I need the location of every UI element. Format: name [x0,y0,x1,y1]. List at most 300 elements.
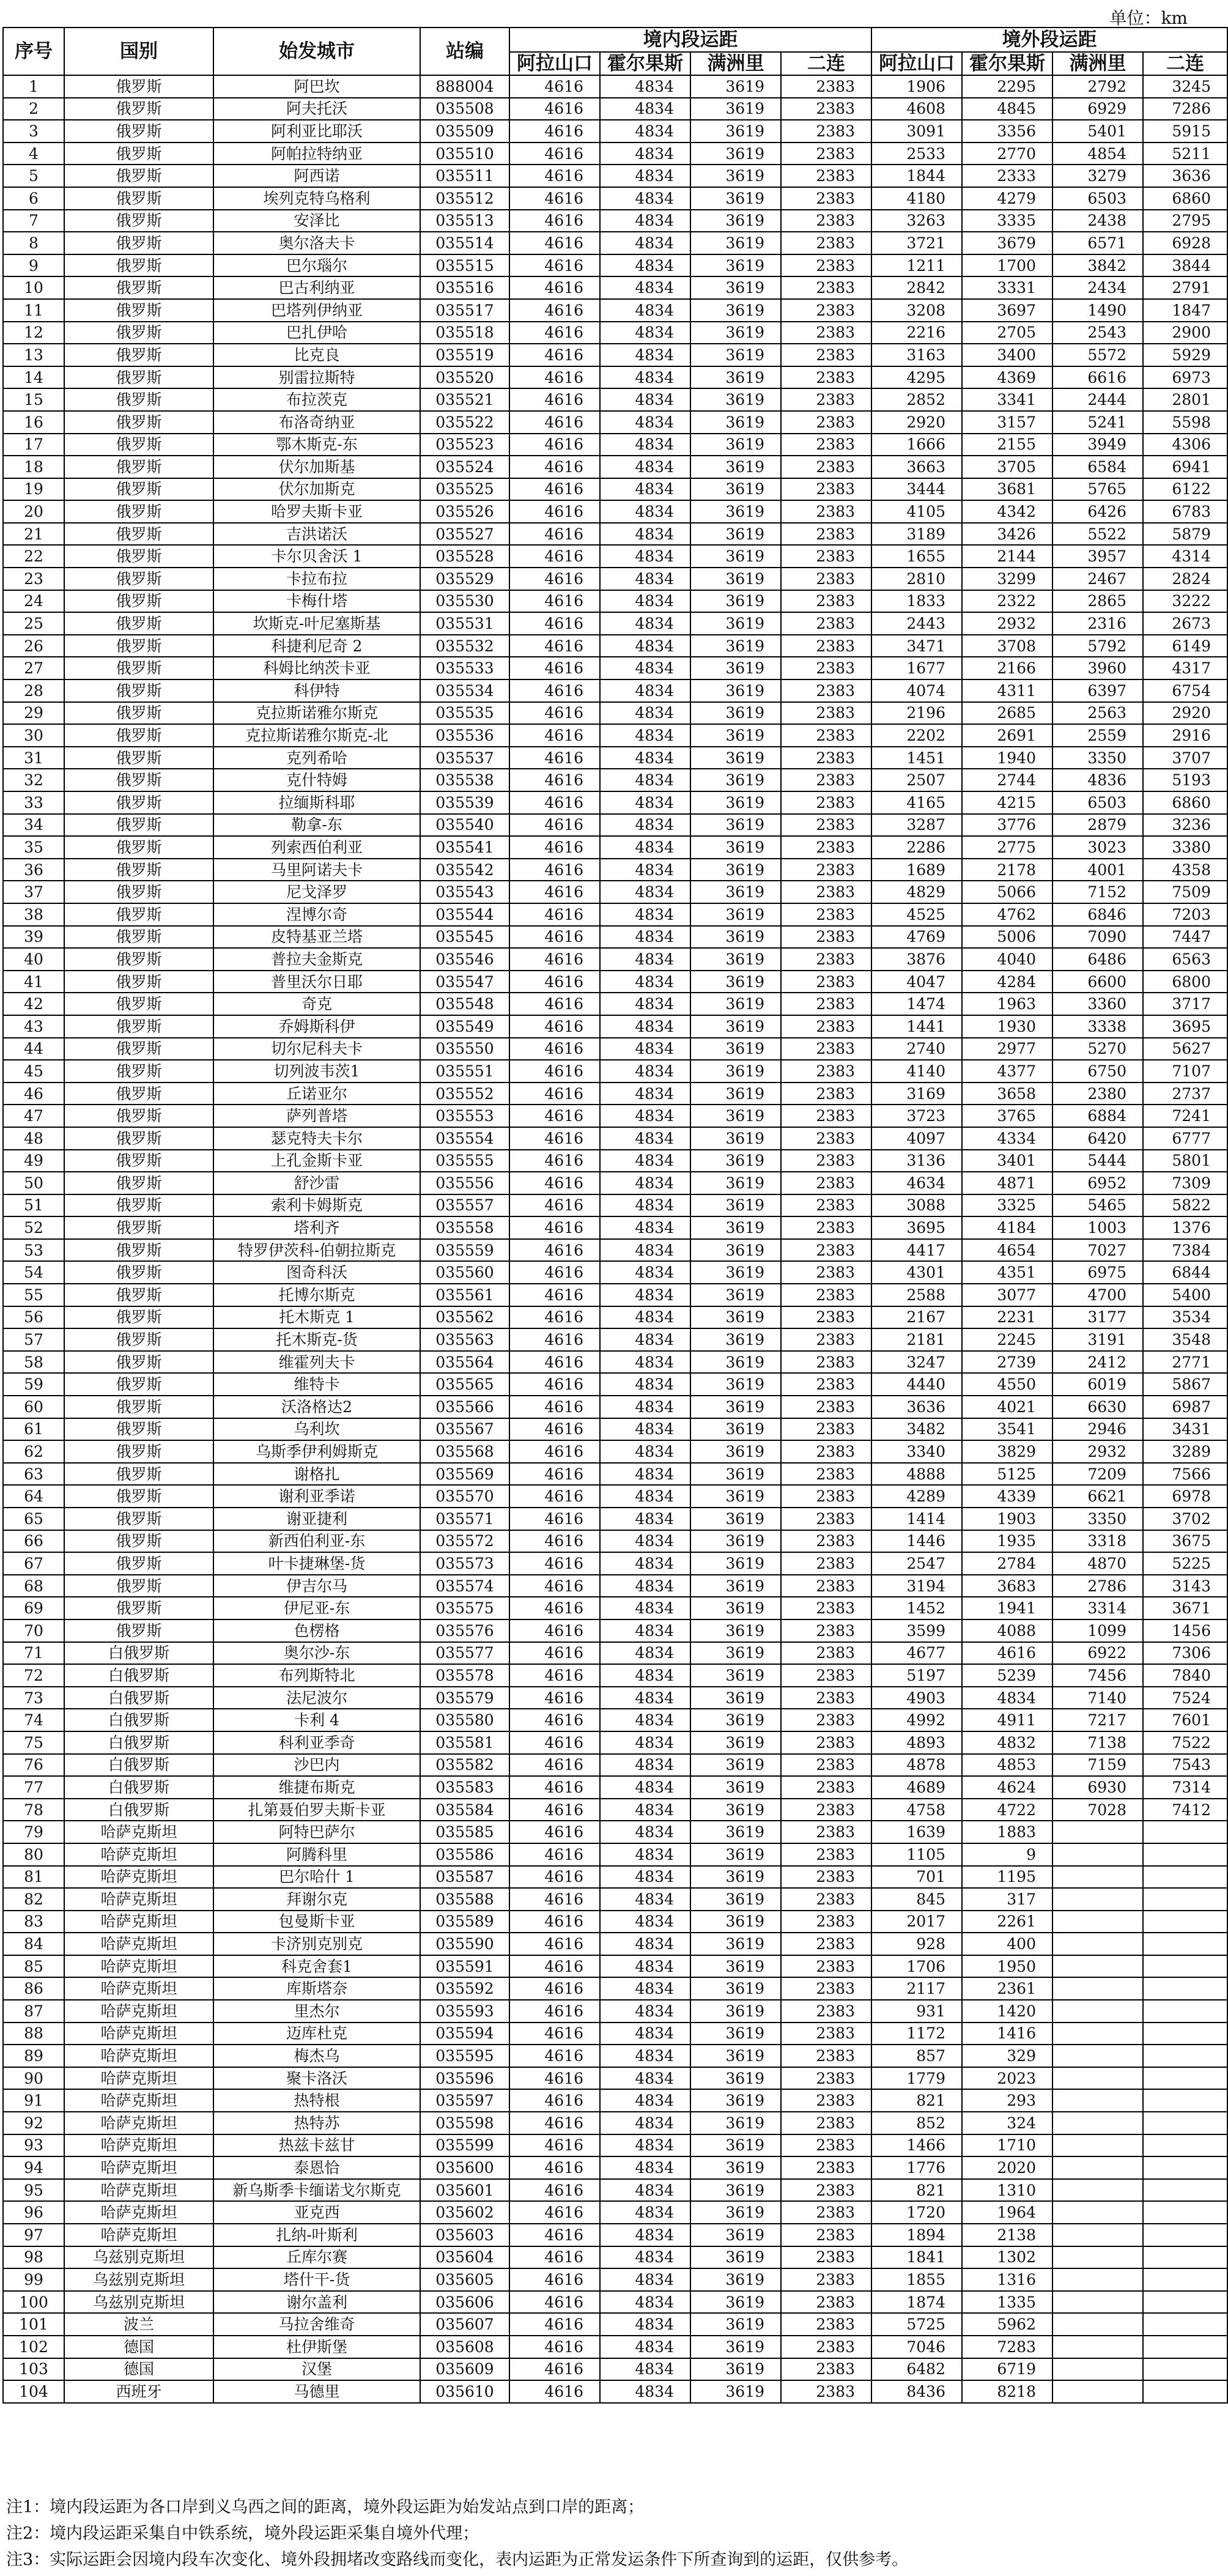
cell-domestic-erlian: 2383 [781,657,871,679]
cell-foreign-erlian: 7203 [1143,903,1227,926]
cell-domestic-horgos: 4834 [600,2313,690,2336]
cell-domestic-erlian: 2383 [781,926,871,949]
cell-domestic-alashankou: 4616 [509,2336,600,2358]
cell-foreign-erlian [1143,2156,1227,2179]
cell-domestic-alashankou: 4616 [509,993,600,1015]
cell-domestic-horgos: 4834 [600,1664,690,1687]
cell-domestic-manzhouli: 3619 [690,590,781,613]
cell-domestic-manzhouli: 3619 [690,434,781,456]
cell-foreign-horgos: 2231 [962,1306,1052,1329]
cell-foreign-alashankou: 2533 [871,142,962,165]
cell-foreign-manzhouli [1052,2112,1143,2134]
cell-foreign-alashankou: 3163 [871,344,962,366]
cell-city: 沙巴内 [213,1754,420,1777]
cell-domestic-manzhouli: 3619 [690,2156,781,2179]
cell-foreign-manzhouli: 4854 [1052,142,1143,165]
cell-foreign-erlian: 6987 [1143,1396,1227,1418]
cell-city: 塔什干-货 [213,2268,420,2291]
cell-domestic-erlian: 2383 [781,2112,871,2134]
cell-domestic-horgos: 4834 [600,299,690,322]
cell-foreign-horgos: 1700 [962,254,1052,277]
cell-domestic-manzhouli: 3619 [690,1977,781,2000]
cell-foreign-erlian: 3707 [1143,747,1227,769]
cell-country: 俄罗斯 [64,232,213,254]
cell-foreign-manzhouli: 4700 [1052,1284,1143,1306]
cell-code: 035595 [420,2045,509,2067]
cell-foreign-erlian: 3717 [1143,993,1227,1015]
cell-foreign-erlian: 5211 [1143,142,1227,165]
cell-code: 035574 [420,1575,509,1597]
cell-domestic-erlian: 2383 [781,254,871,277]
cell-index: 60 [3,1396,64,1418]
cell-domestic-alashankou: 4616 [509,1821,600,1843]
cell-foreign-alashankou: 821 [871,2179,962,2202]
cell-country: 俄罗斯 [64,1396,213,1418]
cell-foreign-manzhouli: 6975 [1052,1261,1143,1284]
cell-index: 39 [3,926,64,949]
cell-domestic-alashankou: 4616 [509,2268,600,2291]
cell-code: 035562 [420,1306,509,1329]
table-row [3,2112,1227,2134]
cell-code: 035515 [420,254,509,277]
cell-city: 亚克西 [213,2201,420,2224]
cell-domestic-manzhouli: 3619 [690,2313,781,2336]
cell-domestic-alashankou: 4616 [509,1194,600,1217]
cell-domestic-horgos: 4834 [600,2358,690,2381]
cell-country: 俄罗斯 [64,1083,213,1105]
cell-domestic-erlian: 2383 [781,1261,871,1284]
cell-city: 切列波韦茨1 [213,1060,420,1083]
cell-foreign-manzhouli: 7138 [1052,1731,1143,1754]
cell-city: 皮特基亚兰塔 [213,926,420,949]
cell-domestic-horgos: 4834 [600,1239,690,1262]
cell-domestic-alashankou: 4616 [509,1172,600,1194]
cell-code: 035540 [420,814,509,837]
cell-country: 俄罗斯 [64,1508,213,1530]
cell-city: 舒沙雷 [213,1172,420,1194]
cell-domestic-horgos: 4834 [600,1105,690,1127]
header-index: 序号 [3,28,64,75]
cell-country: 俄罗斯 [64,724,213,747]
cell-foreign-manzhouli: 3350 [1052,1508,1143,1530]
cell-domestic-erlian: 2383 [781,2201,871,2224]
cell-domestic-horgos: 4834 [600,1463,690,1486]
cell-index: 82 [3,1888,64,1911]
cell-city: 马拉舍维奇 [213,2313,420,2336]
cell-city: 乔姆斯科伊 [213,1015,420,1038]
cell-domestic-manzhouli: 3619 [690,1955,781,1978]
cell-code: 035551 [420,1060,509,1083]
cell-domestic-horgos: 4834 [600,1799,690,1821]
cell-index: 92 [3,2112,64,2134]
cell-city: 阿西诺 [213,165,420,187]
cell-foreign-erlian [1143,1821,1227,1843]
table-row [3,881,1227,903]
cell-country: 俄罗斯 [64,1597,213,1619]
cell-code: 035572 [420,1530,509,1553]
cell-foreign-horgos: 1964 [962,2201,1052,2224]
cell-foreign-horgos: 2685 [962,702,1052,725]
cell-city: 阿帕拉特纳亚 [213,142,420,165]
cell-foreign-erlian: 2737 [1143,1083,1227,1105]
cell-domestic-erlian: 2383 [781,1485,871,1508]
table-row [3,1396,1227,1418]
cell-domestic-horgos: 4834 [600,322,690,344]
cell-code: 035528 [420,545,509,568]
cell-code: 035523 [420,434,509,456]
cell-foreign-manzhouli: 2946 [1052,1418,1143,1441]
cell-domestic-manzhouli: 3619 [690,1172,781,1194]
cell-country: 俄罗斯 [64,276,213,299]
cell-index: 24 [3,590,64,613]
cell-foreign-manzhouli: 6846 [1052,903,1143,926]
cell-index: 33 [3,791,64,814]
cell-foreign-horgos: 5125 [962,1463,1052,1486]
cell-domestic-erlian: 2383 [781,1083,871,1105]
cell-domestic-alashankou: 4616 [509,769,600,791]
cell-country: 俄罗斯 [64,1463,213,1486]
table-row [3,568,1227,590]
cell-domestic-alashankou: 4616 [509,971,600,993]
cell-domestic-alashankou: 4616 [509,500,600,523]
cell-domestic-alashankou: 4616 [509,1150,600,1172]
cell-foreign-erlian: 3245 [1143,75,1227,98]
cell-domestic-alashankou: 4616 [509,2201,600,2224]
cell-index: 14 [3,366,64,389]
cell-foreign-manzhouli: 5444 [1052,1150,1143,1172]
cell-domestic-manzhouli: 3619 [690,1485,781,1508]
cell-domestic-horgos: 4834 [600,1150,690,1172]
table-row [3,210,1227,232]
cell-domestic-alashankou: 4616 [509,590,600,613]
cell-domestic-horgos: 4834 [600,1194,690,1217]
cell-foreign-horgos: 2178 [962,859,1052,881]
cell-domestic-alashankou: 4616 [509,165,600,187]
table-row [3,411,1227,434]
cell-domestic-manzhouli: 3619 [690,1194,781,1217]
cell-country: 俄罗斯 [64,1351,213,1374]
cell-foreign-horgos: 4088 [962,1619,1052,1642]
cell-foreign-erlian: 4314 [1143,545,1227,568]
table-row [3,702,1227,725]
cell-domestic-horgos: 4834 [600,1821,690,1843]
cell-foreign-erlian: 3675 [1143,1530,1227,1553]
cell-foreign-manzhouli: 2434 [1052,276,1143,299]
cell-domestic-manzhouli: 3619 [690,2246,781,2269]
cell-domestic-erlian: 2383 [781,210,871,232]
cell-foreign-manzhouli: 2932 [1052,1440,1143,1463]
cell-domestic-manzhouli: 3619 [690,456,781,478]
cell-foreign-alashankou: 701 [871,1866,962,1889]
cell-foreign-manzhouli: 7140 [1052,1687,1143,1709]
cell-domestic-alashankou: 4616 [509,1396,600,1418]
cell-foreign-horgos: 4853 [962,1754,1052,1777]
cell-domestic-alashankou: 4616 [509,2134,600,2157]
cell-city: 汉堡 [213,2358,420,2381]
table-row [3,612,1227,635]
cell-domestic-manzhouli: 3619 [690,1754,781,1777]
cell-foreign-erlian: 7524 [1143,1687,1227,1709]
cell-city: 卡拉布拉 [213,568,420,590]
cell-foreign-alashankou: 3482 [871,1418,962,1441]
cell-foreign-manzhouli [1052,2023,1143,2045]
cell-foreign-erlian: 2673 [1143,612,1227,635]
cell-foreign-manzhouli: 7217 [1052,1709,1143,1731]
cell-foreign-horgos: 1335 [962,2291,1052,2314]
cell-foreign-horgos: 3708 [962,635,1052,657]
cell-domestic-alashankou: 4616 [509,142,600,165]
cell-domestic-horgos: 4834 [600,254,690,277]
table-row [3,142,1227,165]
cell-foreign-horgos: 4845 [962,98,1052,120]
cell-index: 67 [3,1552,64,1575]
note-2: 注2：境内段运距采集自中铁系统，境外段运距采集自境外代理； [6,2524,479,2543]
cell-domestic-erlian: 2383 [781,322,871,344]
cell-domestic-manzhouli: 3619 [690,232,781,254]
cell-city: 色楞格 [213,1619,420,1642]
cell-country: 俄罗斯 [64,98,213,120]
table-row [3,500,1227,523]
cell-foreign-alashankou: 3340 [871,1440,962,1463]
cell-domestic-manzhouli: 3619 [690,881,781,903]
cell-domestic-erlian: 2383 [781,1440,871,1463]
cell-code: 035537 [420,747,509,769]
cell-country: 俄罗斯 [64,388,213,411]
cell-index: 10 [3,276,64,299]
cell-domestic-erlian: 2383 [781,2358,871,2381]
cell-domestic-alashankou: 4616 [509,2089,600,2112]
cell-country: 波兰 [64,2313,213,2336]
cell-index: 98 [3,2246,64,2269]
cell-foreign-horgos: 4021 [962,1396,1052,1418]
cell-foreign-alashankou: 4689 [871,1776,962,1799]
cell-index: 44 [3,1038,64,1060]
cell-domestic-alashankou: 4616 [509,1060,600,1083]
table-row [3,187,1227,210]
cell-domestic-erlian: 2383 [781,1105,871,1127]
cell-code: 035535 [420,702,509,725]
cell-country: 白俄罗斯 [64,1799,213,1821]
table-row [3,1955,1227,1978]
cell-foreign-erlian: 2791 [1143,276,1227,299]
cell-domestic-erlian: 2383 [781,142,871,165]
cell-country: 哈萨克斯坦 [64,2224,213,2246]
cell-domestic-horgos: 4834 [600,1888,690,1911]
cell-foreign-erlian: 7241 [1143,1105,1227,1127]
cell-code: 035543 [420,881,509,903]
cell-city: 阿腾科里 [213,1843,420,1866]
cell-foreign-alashankou: 3208 [871,299,962,322]
cell-foreign-erlian [1143,2045,1227,2067]
cell-country: 俄罗斯 [64,1284,213,1306]
cell-country: 俄罗斯 [64,1418,213,1441]
cell-domestic-horgos: 4834 [600,276,690,299]
table-row [3,1843,1227,1866]
cell-domestic-alashankou: 4616 [509,724,600,747]
cell-country: 白俄罗斯 [64,1709,213,1731]
cell-domestic-erlian: 2383 [781,1888,871,1911]
cell-foreign-alashankou: 1211 [871,254,962,277]
cell-code: 035522 [420,411,509,434]
cell-foreign-erlian: 7286 [1143,98,1227,120]
cell-city: 卡梅什塔 [213,590,420,613]
cell-domestic-manzhouli: 3619 [690,1552,781,1575]
cell-domestic-alashankou: 4616 [509,747,600,769]
cell-country: 俄罗斯 [64,254,213,277]
cell-foreign-horgos: 4377 [962,1060,1052,1083]
cell-foreign-horgos: 1903 [962,1508,1052,1530]
cell-domestic-erlian: 2383 [781,612,871,635]
table-row [3,1508,1227,1530]
cell-foreign-horgos: 4722 [962,1799,1052,1821]
table-row [3,1083,1227,1105]
cell-domestic-horgos: 4834 [600,1127,690,1150]
cell-city: 巴扎伊哈 [213,322,420,344]
cell-foreign-horgos: 2245 [962,1328,1052,1351]
cell-domestic-manzhouli: 3619 [690,2179,781,2202]
cell-code: 035605 [420,2268,509,2291]
cell-domestic-manzhouli: 3619 [690,747,781,769]
cell-foreign-erlian: 4317 [1143,657,1227,679]
cell-domestic-horgos: 4834 [600,590,690,613]
table-row [3,2313,1227,2336]
cell-domestic-erlian: 2383 [781,2291,871,2314]
cell-index: 81 [3,1866,64,1889]
table-row [3,1821,1227,1843]
cell-foreign-horgos: 9 [962,1843,1052,1866]
cell-domestic-horgos: 4834 [600,814,690,837]
cell-foreign-manzhouli: 6426 [1052,500,1143,523]
cell-foreign-horgos: 1950 [962,1955,1052,1978]
cell-foreign-manzhouli: 5465 [1052,1194,1143,1217]
cell-foreign-horgos: 400 [962,1933,1052,1955]
cell-domestic-manzhouli: 3619 [690,1911,781,1933]
cell-country: 俄罗斯 [64,1440,213,1463]
cell-foreign-manzhouli: 4001 [1052,859,1143,881]
cell-domestic-erlian: 2383 [781,232,871,254]
cell-foreign-horgos: 1963 [962,993,1052,1015]
cell-foreign-erlian [1143,2112,1227,2134]
cell-domestic-manzhouli: 3619 [690,2000,781,2023]
cell-foreign-erlian: 6149 [1143,635,1227,657]
cell-foreign-erlian: 7309 [1143,1172,1227,1194]
cell-domestic-horgos: 4834 [600,388,690,411]
cell-code: 035570 [420,1485,509,1508]
cell-domestic-horgos: 4834 [600,344,690,366]
cell-foreign-manzhouli [1052,2179,1143,2202]
cell-country: 俄罗斯 [64,1328,213,1351]
cell-code: 035604 [420,2246,509,2269]
cell-code: 035594 [420,2023,509,2045]
cell-country: 哈萨克斯坦 [64,2134,213,2157]
cell-foreign-erlian: 6777 [1143,1127,1227,1150]
table-row [3,2291,1227,2314]
cell-foreign-manzhouli: 4836 [1052,769,1143,791]
cell-domestic-horgos: 4834 [600,1955,690,1978]
cell-foreign-alashankou: 4140 [871,1060,962,1083]
cell-domestic-horgos: 4834 [600,702,690,725]
cell-domestic-manzhouli: 3619 [690,2268,781,2291]
cell-code: 035513 [420,210,509,232]
cell-domestic-erlian: 2383 [781,1575,871,1597]
cell-domestic-horgos: 4834 [600,1328,690,1351]
cell-index: 35 [3,836,64,859]
cell-domestic-manzhouli: 3619 [690,545,781,568]
cell-domestic-alashankou: 4616 [509,366,600,389]
cell-foreign-horgos: 2166 [962,657,1052,679]
cell-domestic-horgos: 4834 [600,1306,690,1329]
cell-index: 73 [3,1687,64,1709]
cell-foreign-manzhouli: 6503 [1052,187,1143,210]
cell-foreign-manzhouli: 7027 [1052,1239,1143,1262]
table-row [3,165,1227,187]
cell-index: 63 [3,1463,64,1486]
cell-city: 克拉斯诺雅尔斯克 [213,702,420,725]
cell-city: 维捷布斯克 [213,1776,420,1799]
cell-city: 聚卡洛沃 [213,2067,420,2090]
cell-index: 55 [3,1284,64,1306]
cell-foreign-alashankou: 6482 [871,2358,962,2381]
cell-domestic-erlian: 2383 [781,948,871,971]
cell-index: 97 [3,2224,64,2246]
cell-foreign-alashankou: 3636 [871,1396,962,1418]
cell-foreign-manzhouli: 3177 [1052,1306,1143,1329]
cell-domestic-manzhouli: 3619 [690,1284,781,1306]
table-row [3,1888,1227,1911]
cell-domestic-manzhouli: 3619 [690,1664,781,1687]
table-row [3,836,1227,859]
cell-city: 索利卡姆斯克 [213,1194,420,1217]
cell-domestic-erlian: 2383 [781,2224,871,2246]
cell-city: 埃列克特乌格利 [213,187,420,210]
cell-domestic-manzhouli: 3619 [690,1150,781,1172]
cell-foreign-alashankou: 1844 [871,165,962,187]
cell-domestic-alashankou: 4616 [509,1105,600,1127]
cell-index: 25 [3,612,64,635]
cell-domestic-horgos: 4834 [600,1351,690,1374]
cell-domestic-manzhouli: 3619 [690,1127,781,1150]
cell-foreign-manzhouli: 6922 [1052,1642,1143,1665]
cell-domestic-alashankou: 4616 [509,1552,600,1575]
cell-country: 俄罗斯 [64,299,213,322]
cell-foreign-manzhouli: 6019 [1052,1373,1143,1396]
cell-foreign-manzhouli: 1003 [1052,1216,1143,1239]
cell-foreign-erlian [1143,2336,1227,2358]
cell-domestic-alashankou: 4616 [509,2000,600,2023]
cell-domestic-manzhouli: 3619 [690,254,781,277]
cell-city: 丘诺亚尔 [213,1083,420,1105]
cell-domestic-erlian: 2383 [781,993,871,1015]
cell-foreign-horgos: 4369 [962,366,1052,389]
cell-foreign-horgos: 317 [962,1888,1052,1911]
cell-foreign-manzhouli: 5572 [1052,344,1143,366]
cell-domestic-manzhouli: 3619 [690,2089,781,2112]
cell-domestic-manzhouli: 3619 [690,411,781,434]
table-row [3,1105,1227,1127]
cell-foreign-erlian: 3548 [1143,1328,1227,1351]
cell-domestic-horgos: 4834 [600,769,690,791]
cell-index: 31 [3,747,64,769]
cell-domestic-horgos: 4834 [600,500,690,523]
cell-city: 丘库尔赛 [213,2246,420,2269]
cell-country: 俄罗斯 [64,434,213,456]
cell-foreign-erlian: 6928 [1143,232,1227,254]
cell-domestic-erlian: 2383 [781,791,871,814]
cell-domestic-horgos: 4834 [600,791,690,814]
cell-country: 俄罗斯 [64,769,213,791]
cell-foreign-manzhouli: 3949 [1052,434,1143,456]
table-row [3,1866,1227,1889]
